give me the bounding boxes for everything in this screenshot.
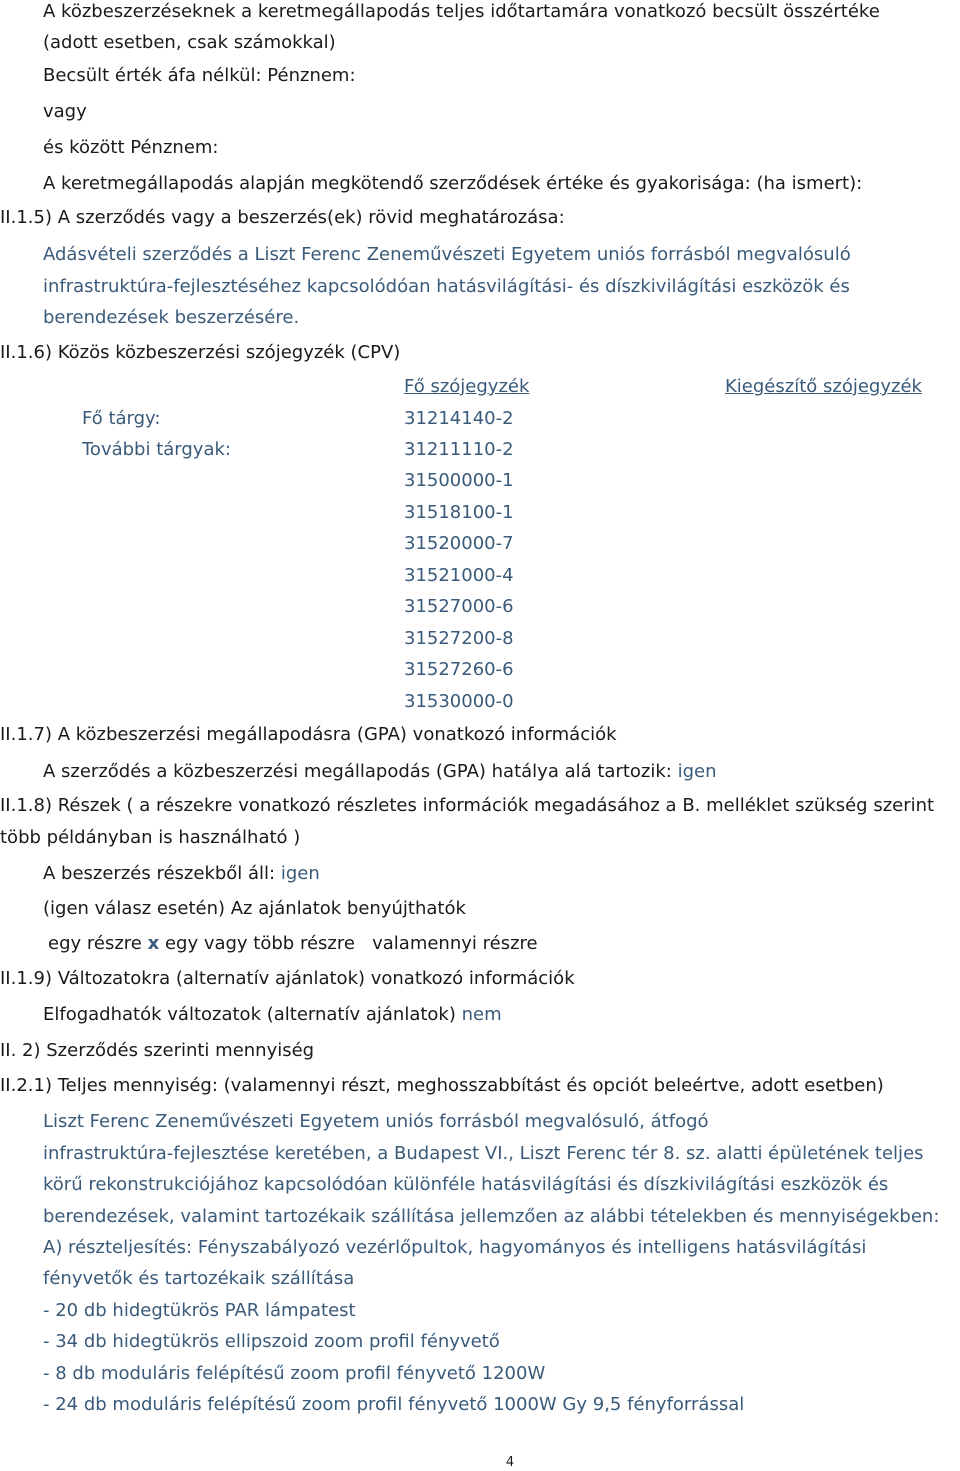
selected-mark: x	[147, 933, 160, 954]
gpa-answer: igen	[677, 761, 717, 782]
cpv-code: 31521000-4	[404, 565, 514, 586]
section-heading: II. 2) Szerződés szerinti mennyiség	[0, 1040, 315, 1061]
option-all-parts: valamennyi részre	[372, 933, 538, 954]
parts-text: A beszerzés részekből áll:	[43, 863, 276, 884]
quantity-item: - 34 db hidegtükrös ellipszoid zoom profil fényvető	[43, 1331, 500, 1352]
variants-text: Elfogadhatók változatok (alternatív ajánlatok)	[43, 1004, 456, 1025]
quantity-line: körű rekonstrukciójához kapcsolódóan különféle hatásvilágítási és díszkivilágítási eszközök és	[43, 1174, 889, 1195]
cpv-code: 31527260-6	[404, 659, 514, 680]
submission-options	[48, 932, 538, 956]
description-line: berendezések beszerzésére.	[43, 307, 300, 328]
parts-line	[43, 862, 320, 886]
intro-line: Becsült érték áfa nélkül: Pénznem:	[43, 65, 356, 86]
cpv-code: 31211110-2	[404, 439, 514, 460]
quantity-item: - 24 db moduláris felépítésű zoom profil fényvető 1000W Gy 9,5 fényforrással	[43, 1394, 745, 1415]
section-heading: II.2.1) Teljes mennyiség: (valamennyi részt, meghosszabbítást és opciót beleértve, adott esetben)	[0, 1075, 884, 1096]
gpa-line	[43, 760, 717, 784]
variants-answer: nem	[461, 1004, 502, 1025]
quantity-line: Liszt Ferenc Zeneművészeti Egyetem uniós forrásból megvalósuló, átfogó	[43, 1111, 709, 1132]
intro-line: és között Pénznem:	[43, 137, 219, 158]
cpv-code: 31500000-1	[404, 470, 514, 491]
quantity-line: infrastruktúra-fejlesztése keretében, a Budapest VI., Liszt Ferenc tér 8. sz. alatti épületének teljes	[43, 1143, 924, 1164]
cpv-main-code: 31214140-2	[404, 408, 514, 429]
cpv-code: 31530000-0	[404, 691, 514, 712]
section-heading: II.1.8) Részek ( a részekre vonatkozó részletes információk megadásához a B. melléklet szükség szerint	[0, 795, 935, 816]
cpv-code: 31518100-1	[404, 502, 514, 523]
section-heading: II.1.9) Változatokra (alternatív ajánlatok) vonatkozó információk	[0, 968, 575, 989]
option-one-or-more: egy vagy több részre	[164, 933, 355, 954]
section-heading-cont: több példányban is használható )	[0, 827, 301, 848]
cpv-supplementary-column-header: Kiegészítő szójegyzék	[725, 376, 922, 397]
cpv-main-column-header: Fő szójegyzék	[404, 376, 530, 397]
cpv-code: 31527000-6	[404, 596, 514, 617]
intro-line: A keretmegállapodás alapján megkötendő szerződések értéke és gyakorisága: (ha ismert):	[43, 173, 863, 194]
section-heading: II.1.6) Közös közbeszerzési szójegyzék (CPV)	[0, 342, 401, 363]
description-line: Adásvételi szerződés a Liszt Ferenc Zeneművészeti Egyetem uniós forrásból megvalósuló	[43, 244, 851, 265]
quantity-item: - 20 db hidegtükrös PAR lámpatest	[43, 1300, 356, 1321]
cpv-code: 31527200-8	[404, 628, 514, 649]
quantity-line: berendezések, valamint tartozékaik szállítása jellemzően az alábbi tételekben és mennyiségekben:	[43, 1206, 940, 1227]
parts-answer: igen	[280, 863, 320, 884]
cpv-other-label: További tárgyak:	[82, 439, 231, 460]
intro-line: A közbeszerzéseknek a keretmegállapodás teljes időtartamára vonatkozó becsült összértéke	[43, 1, 880, 22]
intro-line: (adott esetben, csak számokkal)	[43, 32, 336, 53]
variants-line	[43, 1003, 502, 1027]
if-yes-line: (igen válasz esetén) Az ajánlatok benyújthatók	[43, 898, 466, 919]
cpv-code: 31520000-7	[404, 533, 514, 554]
intro-line: vagy	[43, 101, 87, 122]
quantity-line: fényvetők és tartozékaik szállítása	[43, 1268, 355, 1289]
gpa-text: A szerződés a közbeszerzési megállapodás (GPA) hatálya alá tartozik:	[43, 761, 672, 782]
page-number: 4	[505, 1455, 515, 1470]
option-one-part: egy részre	[48, 933, 142, 954]
quantity-item: - 8 db moduláris felépítésű zoom profil fényvető 1200W	[43, 1363, 546, 1384]
cpv-main-label: Fő tárgy:	[82, 408, 161, 429]
section-heading: II.1.5) A szerződés vagy a beszerzés(ek) rövid meghatározása:	[0, 207, 565, 228]
section-heading: II.1.7) A közbeszerzési megállapodásra (GPA) vonatkozó információk	[0, 724, 617, 745]
description-line: infrastruktúra-fejlesztéséhez kapcsolódóan hatásvilágítási- és díszkivilágítási eszközök és	[43, 276, 850, 297]
quantity-line: A) részteljesítés: Fényszabályozó vezérlőpultok, hagyományos és intelligens hatásvilágítási	[43, 1237, 867, 1258]
